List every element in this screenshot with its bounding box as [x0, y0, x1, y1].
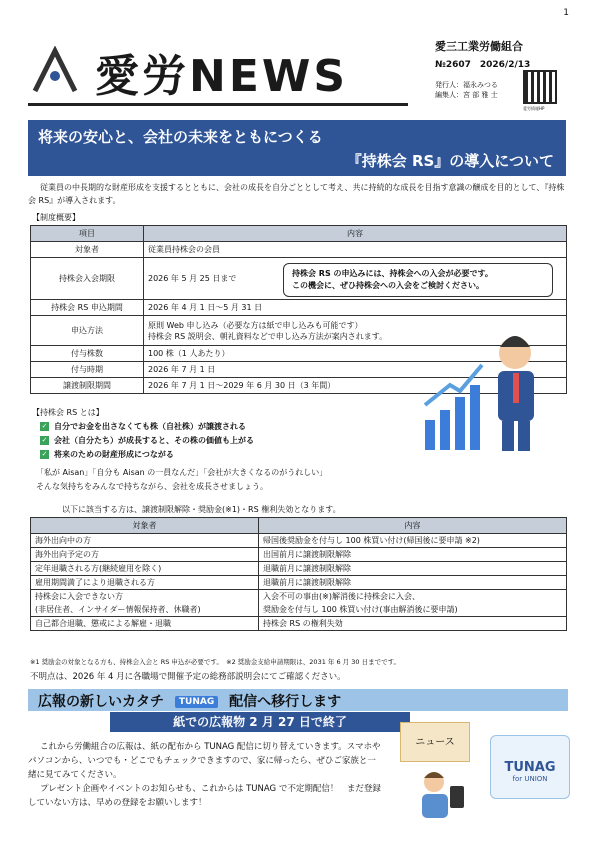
overview-heading: 【制度概要】 [32, 213, 80, 222]
footnote: ※1 奨励金の対象となる方も、持株会入会と RS 申込が必要です。 ※2 奨励金支給申請期限は、2031 年 6 月 30 日までです。 [30, 658, 401, 666]
intro-text: 従業員の中長期的な財産形成を支援するとともに、会社の成長を自分ごととして考え、共に持続的な成長を目指す意識の醸成を目的として、『持株会 RS』が導入されます。 [28, 183, 565, 205]
col-content: 内容 [259, 518, 567, 534]
table-row: 雇用期間満了により退職される方 退職前月に譲渡制限解除 [31, 576, 567, 590]
pr-banner-left: 広報の新しいカタチ [38, 694, 164, 710]
tunag-logo-icon: TUNAG [175, 696, 218, 708]
table-row: 付与時期 2026 年 7 月 1 日 [31, 362, 567, 378]
header-rule [28, 103, 408, 106]
paper-end-banner: 紙での広報物 2 月 27 日で終了 [110, 712, 410, 732]
page-number: 1 [563, 8, 569, 18]
issue-number: №2607 2026/2/13 [435, 60, 531, 70]
about-bullets [40, 420, 254, 462]
title-line1: 将来の安心と、会社の未来をともにつくる [38, 128, 323, 146]
check-icon: ✓ [41, 422, 48, 430]
check-icon: ✓ [41, 450, 48, 458]
cases-lead: 以下に該当する方は、譲渡制限解除・奨励金(※1)・RS 権利失効となります。 [62, 505, 341, 514]
check-icon: ✓ [41, 436, 48, 444]
closing-note: 不明点は、2026 年 4 月に各職場で開催予定の総務部説明会にてご確認ください。 [30, 672, 346, 682]
title-banner [28, 120, 566, 176]
list-item: ✓ 将来のための財産形成につながる [41, 450, 174, 459]
publisher-info [435, 80, 498, 100]
table-row: 定年退職される方(継続雇用を除く) 退職前月に譲渡制限解除 [31, 562, 567, 576]
reading-person-icon [412, 768, 472, 818]
pr-banner [28, 689, 568, 711]
table-row: 申込方法 原則 Web 申し込み（必要な方は紙で申し込みも可能です） 持株会 RS 説明会、朝礼資料などで申し込み方法が案内されます。 [31, 316, 567, 346]
table-row: (非居住者、インサイダー情報保持者、休職者) 奨励金を付与し 100 株買い付け(事由解消後に要申請) [31, 603, 567, 617]
union-name: 愛三工業労働組合 [435, 40, 523, 53]
table-row: 対象者 従業員持株会の会員 [31, 242, 567, 258]
about-message: 「私が Aisan」「自分も Aisan の一員なんだ」「会社が大きくなるのがうれしい」 そんな気持ちをみんなで持ちながら、会社を成長させましょう。 [36, 468, 328, 491]
newsletter-brand: 愛労NEWS [95, 51, 349, 102]
table-row: 海外出向予定の方 出国前月に譲渡制限解除 [31, 548, 567, 562]
newspaper-illustration-icon: ニュース [400, 722, 470, 762]
cases-table [30, 517, 567, 631]
qr-label: 愛労情報HP [523, 106, 545, 111]
pr-banner-right: 配信へ移行します [229, 694, 342, 710]
membership-callout: 持株会 RS の申込みには、持株会への入会が必要です。 この機会に、ぜひ持株会への入会をご検討ください。 [283, 263, 553, 297]
table-row: 海外出向中の方 帰国後奨励金を付与し 100 株買い付け(帰国後に要申請 ※2) [31, 534, 567, 548]
table-row: 持株会入会期限 2026 年 5 月 25 日まで [31, 258, 567, 300]
pr-body: これから労働組合の広報は、紙の配布から TUNAG 配信に切り替えていきます。スマホやパソコンから、いつでも・どこでもチェックできますので、家に帰ったら、ぜひご家族と一緒に見てみてください。 プレゼント企画やイベントのお知らせも、これからは TUNAG で不定期配信！ まだ登録していない方は、早めの登録をお願いします！ [28, 742, 381, 808]
table-row: 自己都合退職、懲戒による解雇・退職 持株会 RS の権利失効 [31, 617, 567, 631]
qr-code-icon[interactable] [523, 70, 557, 104]
table-row: 持株会 RS 申込期間 2026 年 4 月 1 日～5 月 31 日 [31, 300, 567, 316]
union-logo-icon [30, 46, 80, 96]
title-line2: 『持株会 RS』の導入について [346, 152, 554, 170]
businessman-chart-illustration-icon [420, 325, 560, 455]
about-heading: 【持株会 RS とは】 [32, 408, 104, 417]
col-content: 内容 [144, 226, 567, 242]
table-row: 譲渡制限期間 2026 年 7 月 1 日～2029 年 6 月 30 日（3 年間） [31, 378, 567, 394]
editor: 編集人：宮 部 雅 士 [435, 91, 498, 99]
list-item: ✓ 自分でお金を出さなくても株（自社株）が譲渡される [41, 422, 246, 431]
publisher: 発行人：福永みつる [435, 81, 498, 89]
table-row: 付与株数 100 株（1 人あたり） [31, 346, 567, 362]
col-item: 項目 [31, 226, 144, 242]
tunag-app-logo: TUNAG for UNION [490, 735, 570, 799]
list-item: ✓ 会社（自分たち）が成長すると、その株の価値も上がる [41, 436, 254, 445]
table-row: 持株会に入会できない方 入会不可の事由(※)解消後に持株会に入会、 [31, 590, 567, 604]
col-target: 対象者 [31, 518, 259, 534]
